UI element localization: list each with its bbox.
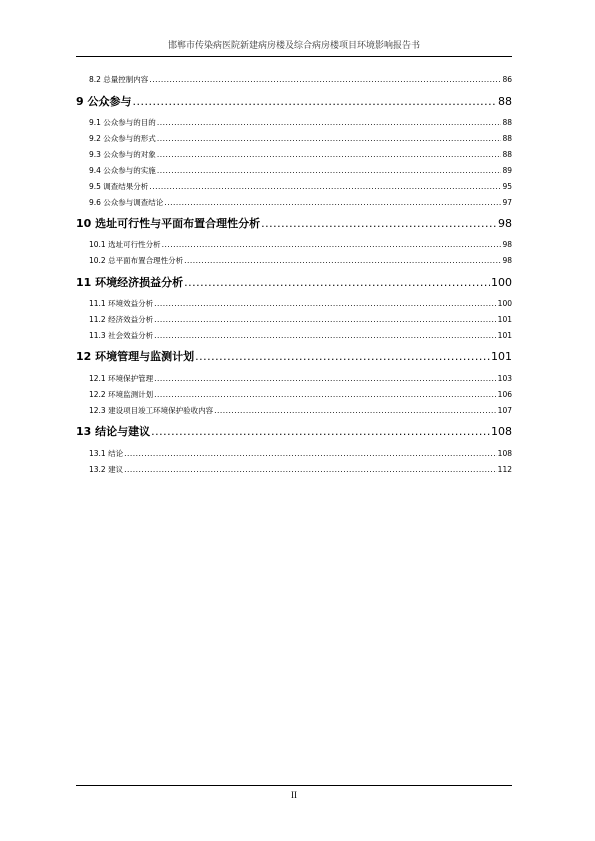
toc-entry-title: 13.2 建议	[89, 464, 124, 473]
toc-entry-title: 12.3 建设项目竣工环境保护验收内容	[89, 405, 214, 414]
toc-entry-page: 107	[497, 405, 512, 414]
toc-leader	[124, 450, 497, 458]
toc-leader	[154, 300, 497, 308]
toc-entry[interactable]	[89, 313, 512, 323]
toc-entry-page: 106	[497, 389, 512, 398]
toc-entry-title: 11.1 环境效益分析	[89, 298, 154, 307]
toc-leader	[184, 257, 501, 265]
toc-entry[interactable]	[76, 348, 512, 362]
toc-entry[interactable]	[89, 329, 512, 339]
toc-entry-title: 11 环境经济损益分析	[76, 276, 184, 288]
toc-entry-page: 88	[502, 117, 512, 126]
toc-entry-page: 89	[502, 165, 512, 174]
toc-leader	[157, 135, 502, 143]
page-number: II	[291, 790, 297, 800]
toc-entry-page: 88	[502, 133, 512, 142]
toc-entry-title: 12.1 环境保护管理	[89, 373, 154, 382]
toc-leader	[164, 199, 501, 207]
toc-leader	[154, 332, 497, 340]
toc-entry-title: 9.1 公众参与的目的	[89, 117, 156, 126]
toc-entry[interactable]	[89, 254, 512, 264]
toc-entry-page: 98	[498, 217, 512, 229]
toc-entry-title: 11.3 社会效益分析	[89, 330, 154, 339]
toc-entry-page: 101	[497, 314, 512, 323]
toc-entry-title: 8.2 总量控制内容	[89, 74, 149, 83]
toc-entry-page: 112	[497, 464, 512, 473]
toc-entry-title: 10.2 总平面布置合理性分析	[89, 255, 184, 264]
toc-leader	[154, 316, 497, 324]
toc-entry[interactable]	[89, 196, 512, 206]
toc-leader	[195, 351, 490, 362]
toc-entry-title: 11.2 经济效益分析	[89, 314, 154, 323]
toc-entry[interactable]	[89, 372, 512, 382]
toc-entry[interactable]	[76, 93, 512, 107]
toc-leader	[154, 391, 497, 399]
toc-entry[interactable]	[76, 274, 512, 288]
toc-entry-title: 9.5 调查结果分析	[89, 181, 149, 190]
toc-entry-page: 88	[498, 95, 512, 107]
toc-entry[interactable]	[89, 238, 512, 248]
toc-entry-title: 12 环境管理与监测计划	[76, 350, 195, 362]
toc-entry-page: 108	[497, 448, 512, 457]
toc-leader	[132, 96, 497, 107]
toc-entry-page: 103	[497, 373, 512, 382]
toc-entry-page: 101	[497, 330, 512, 339]
toc-entry[interactable]	[89, 73, 512, 83]
toc-entry-title: 10 选址可行性与平面布置合理性分析	[76, 217, 261, 229]
toc-entry-page: 100	[491, 276, 512, 288]
toc-entry[interactable]	[76, 215, 512, 229]
toc-entry-page: 88	[502, 149, 512, 158]
toc-entry-page: 101	[491, 350, 512, 362]
toc-entry[interactable]	[89, 180, 512, 190]
toc-leader	[157, 167, 502, 175]
toc-leader	[157, 119, 502, 127]
toc-entry-title: 9.6 公众参与调查结论	[89, 197, 164, 206]
document-title: 邯郸市传染病医院新建病房楼及综合病房楼项目环境影响报告书	[167, 41, 420, 51]
toc-leader	[124, 466, 497, 474]
toc-entry-title: 9 公众参与	[76, 95, 132, 107]
toc-entry[interactable]	[89, 297, 512, 307]
toc-leader	[214, 407, 497, 415]
page-header	[76, 38, 512, 57]
toc-entry[interactable]	[89, 148, 512, 158]
toc-entry[interactable]	[89, 164, 512, 174]
toc-entry-title: 9.4 公众参与的实施	[89, 165, 156, 174]
toc-entry[interactable]	[89, 388, 512, 398]
toc-entry[interactable]	[89, 116, 512, 126]
toc-entry[interactable]	[76, 423, 512, 437]
toc-leader	[162, 241, 502, 249]
toc-leader	[184, 277, 490, 288]
toc-entry[interactable]	[89, 132, 512, 142]
toc-entry-title: 13.1 结论	[89, 448, 124, 457]
toc-leader	[149, 76, 501, 84]
toc-entry-page: 97	[502, 197, 512, 206]
toc-entry[interactable]	[89, 447, 512, 457]
toc-leader	[151, 426, 490, 437]
toc-entry-title: 12.2 环境监测计划	[89, 389, 154, 398]
toc-leader	[149, 183, 501, 191]
toc-entry-title: 10.1 选址可行性分析	[89, 239, 161, 248]
toc-entry-title: 13 结论与建议	[76, 425, 151, 437]
toc-entry-page: 98	[502, 255, 512, 264]
toc-entry[interactable]	[89, 463, 512, 473]
toc-leader	[261, 218, 497, 229]
toc-entry[interactable]	[89, 404, 512, 414]
toc-leader	[157, 151, 502, 159]
toc-entry-page: 95	[502, 181, 512, 190]
toc-entry-page: 86	[502, 74, 512, 83]
page-footer	[76, 785, 512, 800]
toc-entry-title: 9.2 公众参与的形式	[89, 133, 156, 142]
toc-leader	[154, 375, 497, 383]
toc-entry-page: 108	[491, 425, 512, 437]
toc-entry-page: 100	[497, 298, 512, 307]
toc-entry-page: 98	[502, 239, 512, 248]
toc-entry-title: 9.3 公众参与的对象	[89, 149, 156, 158]
